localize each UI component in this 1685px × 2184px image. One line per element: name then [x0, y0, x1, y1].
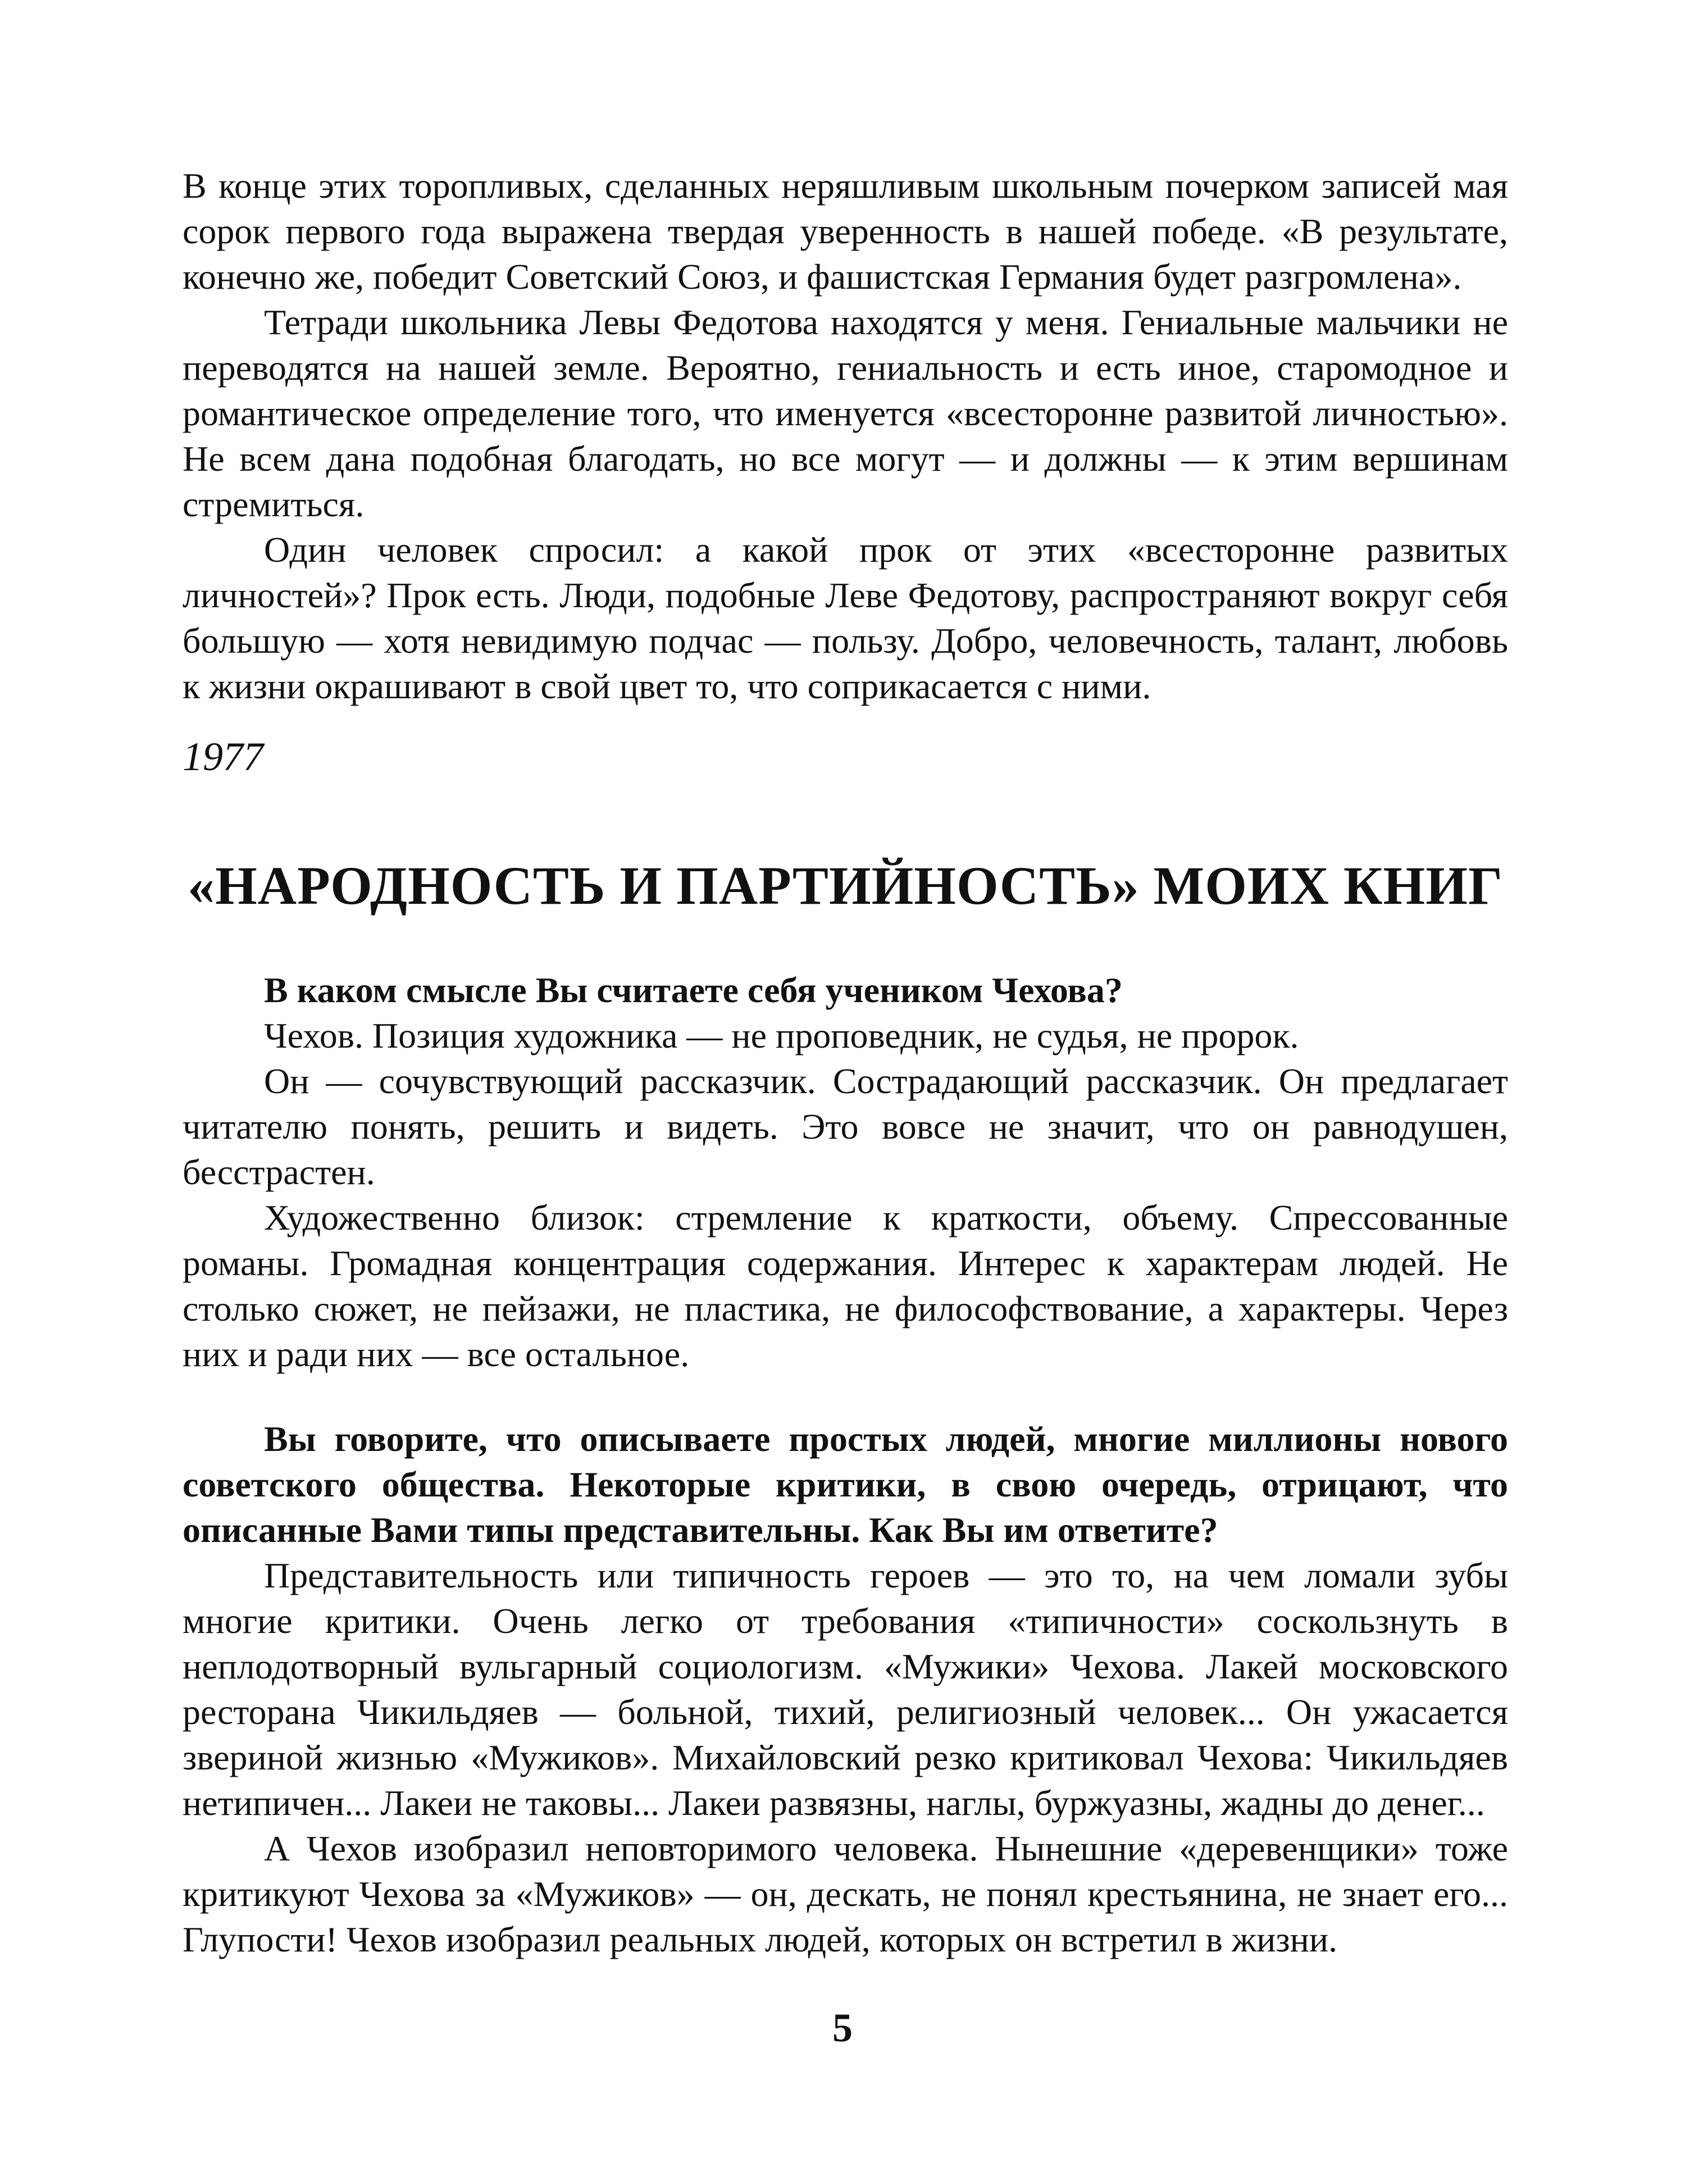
answer-2-paragraph-2: А Чехов изобразил неповторимого человека. Нынешние «деревенщики» тоже критикуют Чехова за «Мужиков» — он, дескать, не понял крестьянина, не знает его... Глупости! Чехов изобразил реальных людей, которых он встретил в жизни.: [183, 1828, 1508, 1959]
chapter-title: «НАРОДНОСТЬ И ПАРТИЙНОСТЬ» МОИХ КНИГ: [188, 856, 1503, 916]
answer-1-paragraph-3: Художественно близок: стремление к краткости, объему. Спрессованные романы. Громадная концентрация содержания. Интерес к характерам людей. Не столько сюжет, не пейзажи, не пластика, не философствование, а характеры. Через них и ради них — все остальное.: [183, 1198, 1508, 1374]
answer-1-paragraph-2: Он — сочувствующий рассказчик. Сострадающий рассказчик. Он предлагает читателю понять, решить и видеть. Это вовсе не значит, что он равнодушен, бесстрастен.: [183, 1061, 1508, 1192]
intro-text: [183, 163, 1508, 709]
essay-date: 1977: [183, 734, 263, 779]
intro-paragraph-3: Один человек спросил: а какой прок от этих «всесторонне развитых личностей»? Прок есть. Люди, подобные Леве Федотову, распространяют вокруг себя большую — хотя невидимую подчас — пользу. Добро, человечность, талант, любовь к жизни окрашивают в свой цвет то, что соприкасается с ними.: [183, 530, 1508, 706]
qa-section-1: [183, 967, 1508, 1377]
answer-2-paragraph-1: Представительность или типичность героев — это то, на чем ломали зубы многие критики. Очень легко от требования «типичности» соскользнуть в неплодотворный вульгарный социологизм. «Мужики» Чехова. Лакей московского ресторана Чикильдяев — больной, тихий, религиозный человек... Он ужасается звериной жизнью «Мужиков». Михайловский резко критиковал Чехова: Чикильдяев нетипичен... Лакеи не таковы... Лакеи развязны, наглы, буржуазны, жадны до денег...: [183, 1555, 1508, 1823]
qa-section-2: [183, 1416, 1508, 1962]
intro-paragraph-2: Тетради школьника Левы Федотова находятся у меня. Гениальные мальчики не переводятся на нашей земле. Вероятно, гениальность и есть иное, старомодное и романтическое определение того, что именуется «всесторонне развитой личностью». Не всем дана подобная благодать, но все могут — и должны — к этим вершинам стремиться.: [183, 302, 1508, 524]
intro-paragraph-1: В конце этих торопливых, сделанных неряшливым школьным почерком записей мая сорок первого года выражена твердая уверенность в нашей победе. «В результате, конечно же, победит Советский Союз, и фашистская Германия будет разгромлена».: [183, 166, 1508, 297]
question-1: В каком смысле Вы считаете себя учеником Чехова?: [264, 970, 1123, 1010]
question-2: Вы говорите, что описываете простых людей, многие миллионы нового советского общества. Некоторые критики, в свою очередь, отрицают, что описанные Вами типы представительны. Как Вы им ответите?: [183, 1419, 1508, 1550]
answer-1-paragraph-1: Чехов. Позиция художника — не проповедник, не судья, не пророк.: [264, 1016, 1299, 1055]
page-number: 5: [832, 2005, 853, 2050]
answer-2: [183, 1553, 1508, 1962]
answer-1: [183, 1013, 1508, 1377]
page-body: [183, 163, 1508, 1962]
